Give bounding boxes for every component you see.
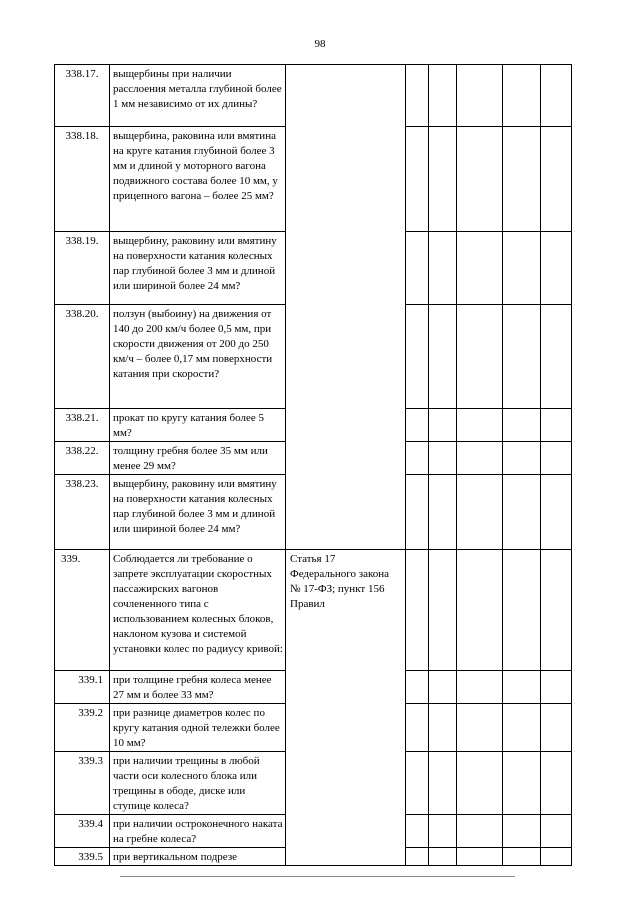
reference-cell (286, 65, 406, 550)
reference-cell: Статья 17 Федерального закона № 17-ФЗ; пункт 156 Правил (286, 550, 406, 866)
item-number: 338.17. (55, 65, 110, 127)
empty-cell (503, 305, 541, 409)
empty-cell (429, 704, 457, 752)
empty-cell (541, 848, 572, 866)
empty-cell (503, 752, 541, 815)
question-text: выщербины при наличии расслоения металла глубиной более 1 мм независимо от их длины? (110, 65, 286, 127)
checklist-table (54, 64, 572, 866)
empty-cell (429, 815, 457, 848)
empty-cell (406, 127, 429, 232)
empty-cell (457, 815, 503, 848)
empty-cell (457, 475, 503, 550)
empty-cell (429, 550, 457, 671)
empty-cell (406, 475, 429, 550)
question-text: при наличии трещины в любой части оси колесного блока или трещины в ободе, диске или ступице колеса? (110, 752, 286, 815)
empty-cell (503, 409, 541, 442)
empty-cell (406, 65, 429, 127)
empty-cell (541, 127, 572, 232)
empty-cell (503, 65, 541, 127)
item-number: 339. (55, 550, 110, 671)
item-number: 338.21. (55, 409, 110, 442)
item-number: 339.4 (55, 815, 110, 848)
empty-cell (503, 127, 541, 232)
empty-cell (457, 671, 503, 704)
empty-cell (541, 232, 572, 305)
empty-cell (541, 815, 572, 848)
question-text: выщербину, раковину или вмятину на поверхности катания колесных пар глубиной более 3 мм и длиной или шириной более 24 мм? (110, 232, 286, 305)
empty-cell (429, 65, 457, 127)
empty-cell (406, 550, 429, 671)
empty-cell (541, 409, 572, 442)
empty-cell (541, 442, 572, 475)
empty-cell (429, 127, 457, 232)
item-number: 338.22. (55, 442, 110, 475)
empty-cell (457, 550, 503, 671)
empty-cell (457, 127, 503, 232)
empty-cell (503, 704, 541, 752)
empty-cell (429, 752, 457, 815)
question-text: при толщине гребня колеса менее 27 мм и более 33 мм? (110, 671, 286, 704)
empty-cell (503, 848, 541, 866)
question-text: при вертикальном подрезе (110, 848, 286, 866)
table-row (55, 65, 572, 127)
item-number: 338.19. (55, 232, 110, 305)
empty-cell (541, 65, 572, 127)
empty-cell (457, 305, 503, 409)
empty-cell (541, 752, 572, 815)
question-text: выщербина, раковина или вмятина на круге катания глубиной более 3 мм и длиной у моторного вагона подвижного состава более 10 мм, у прицепного вагона – более 25 мм? (110, 127, 286, 232)
empty-cell (406, 815, 429, 848)
empty-cell (406, 848, 429, 866)
question-text: ползун (выбоину) на движения от 140 до 200 км/ч более 0,5 мм, при скорости движения от 200 до 250 км/ч – более 0,17 мм поверхности катания при скорости? (110, 305, 286, 409)
scan-edge-line (120, 876, 515, 877)
empty-cell (541, 550, 572, 671)
empty-cell (457, 704, 503, 752)
question-text: выщербину, раковину или вмятину на поверхности катания колесных пар глубиной более 3 мм и длиной или шириной более 24 мм? (110, 475, 286, 550)
table-row (55, 550, 572, 671)
item-number: 339.2 (55, 704, 110, 752)
empty-cell (429, 671, 457, 704)
item-number: 339.5 (55, 848, 110, 866)
empty-cell (541, 305, 572, 409)
question-text: прокат по кругу катания более 5 мм? (110, 409, 286, 442)
question-text: толщину гребня более 35 мм или менее 29 мм? (110, 442, 286, 475)
empty-cell (406, 305, 429, 409)
empty-cell (503, 475, 541, 550)
empty-cell (429, 848, 457, 866)
empty-cell (457, 848, 503, 866)
empty-cell (541, 671, 572, 704)
question-text: при наличии остроконечного наката на гребне колеса? (110, 815, 286, 848)
empty-cell (503, 815, 541, 848)
empty-cell (541, 704, 572, 752)
empty-cell (429, 305, 457, 409)
empty-cell (406, 752, 429, 815)
item-number: 338.20. (55, 305, 110, 409)
empty-cell (406, 442, 429, 475)
empty-cell (541, 475, 572, 550)
empty-cell (503, 550, 541, 671)
empty-cell (406, 409, 429, 442)
empty-cell (457, 232, 503, 305)
question-text: Соблюдается ли требование о запрете эксплуатации скоростных пассажирских вагонов сочлененного типа с использованием колесных блоков, наклоном кузова и системой установки колес по радиусу кривой: (110, 550, 286, 671)
page-number: 98 (314, 38, 326, 50)
item-number: 339.3 (55, 752, 110, 815)
empty-cell (457, 442, 503, 475)
item-number: 339.1 (55, 671, 110, 704)
item-number: 338.23. (55, 475, 110, 550)
empty-cell (429, 232, 457, 305)
empty-cell (406, 232, 429, 305)
empty-cell (503, 442, 541, 475)
empty-cell (457, 65, 503, 127)
empty-cell (429, 475, 457, 550)
empty-cell (503, 232, 541, 305)
empty-cell (406, 704, 429, 752)
question-text: при разнице диаметров колес по кругу катания одной тележки более 10 мм? (110, 704, 286, 752)
empty-cell (457, 409, 503, 442)
empty-cell (406, 671, 429, 704)
empty-cell (503, 671, 541, 704)
item-number: 338.18. (55, 127, 110, 232)
empty-cell (457, 752, 503, 815)
empty-cell (429, 409, 457, 442)
empty-cell (429, 442, 457, 475)
